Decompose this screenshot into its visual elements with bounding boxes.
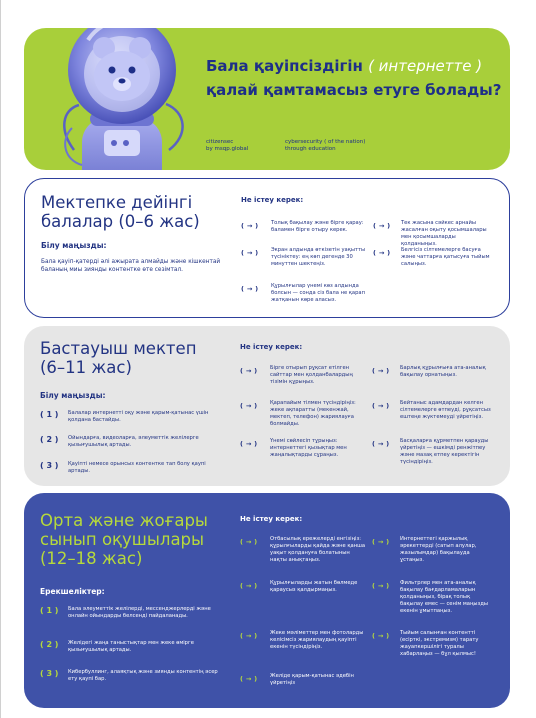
arrow-icon: ( → ) <box>240 402 258 410</box>
arrow-icon: ( → ) <box>240 440 258 448</box>
primary-action-1: Бірге отырып рұқсат етілген сайттар мен қолданбалардың тізімін құрыңыз. <box>270 365 353 385</box>
primary-action-5: Бейтаныс адамдардан келген сілтемелерге өтпеуді, рұқсатсыз ештеңе жүктемеуді үйретіңіз. <box>400 400 491 420</box>
arrow-icon: ( → ) <box>241 285 259 293</box>
teens-fact-2: Желідегі жаңа таныстықтар мен жеке өмірге қызығушылық артады. <box>68 640 194 653</box>
preschool-action-2: Экран алдында өткізетін уақытты түсініктеу: ең көп дегенде 30 минуттен шектеңіз. <box>271 247 366 267</box>
teens-action-5: Интернеттегі қаржылық әрекеттерді (сатып алулар, жазылымдар) бақылауда ұстаңыз. <box>400 536 477 563</box>
primary-action-6: Басқаларға құрметпен қарауды үйретіңіз — ешкімді ренжітпеу және мазақ етпеу керектігін түсіндіріңіз. <box>400 438 489 465</box>
preschool-title-line1: Мектепке дейінгі <box>41 193 193 212</box>
teens-fact-3: Кибербуллинг, алаяқтық және зиянды контентің әсер ету қаупі бар. <box>68 669 218 682</box>
preschool-importance-text: Бала қауіп-қатерді әлі ажырата алмайды және кішкентай баланың миы зиянды контентке өте сезімтал. <box>41 259 221 273</box>
arrow-icon: ( → ) <box>240 367 258 375</box>
hero-title-line2: қалай қамтамасыз етуге болады? <box>206 81 502 99</box>
primary-title <box>40 339 196 377</box>
teens-section <box>24 493 510 708</box>
preschool-title <box>41 193 200 231</box>
primary-title-line1: Бастауыш мектеп <box>40 339 197 358</box>
arrow-icon: ( → ) <box>240 582 258 590</box>
teens-action-1: Отбасылық ережелерді енгізіңіз: құрылғыларды қайда және қанша уақыт қолдануға болатынын нақты анықтаңыз. <box>270 536 366 563</box>
tagline-block <box>285 139 365 153</box>
arrow-icon: ( → ) <box>372 367 390 375</box>
brand-domain: by msqp.global <box>206 146 249 152</box>
fact-number: ( 1 ) <box>40 410 59 419</box>
primary-importance-label: Білу маңызды: <box>40 391 106 400</box>
arrow-icon: ( → ) <box>241 222 259 230</box>
tagline-line1: cybersecurity ( of the nation) <box>285 139 366 145</box>
teens-action-2: Құрылғыларды жатын бөлмеде қараусыз қалдырмаңыз. <box>270 580 358 593</box>
arrow-icon: ( → ) <box>372 538 390 546</box>
preschool-importance-label: Білу маңызды: <box>41 241 107 250</box>
teens-features-label: Ерекшеліктер: <box>40 587 105 596</box>
arrow-icon: ( → ) <box>240 675 258 683</box>
hero-title <box>206 54 506 102</box>
hero-banner <box>24 28 510 170</box>
teens-title-line2: сынып оқушылары <box>40 530 205 549</box>
arrow-icon: ( → ) <box>372 632 390 640</box>
primary-action-2: Қарапайым тілмен түсіндіріңіз: жеке ақпаратты (мекенжай, мектеп, телефон) жариялауға болмайды. <box>270 400 356 427</box>
hero-title-prefix: Бала қауіпсіздігін <box>206 57 363 75</box>
fact-number: ( 2 ) <box>40 640 59 649</box>
fact-number: ( 3 ) <box>40 461 59 470</box>
teens-fact-1: Бала әлеуметтік желілерді, мессенджерлерді және онлайн ойындарды белсенді пайдаланады. <box>68 606 211 619</box>
teens-action-6: Фильтрлер мен ата-аналық бақылау бағдарламаларын қолданыңыз, бірақ толық бақылау емес — сенім маңызды екенін ұмытпаңыз. <box>400 580 488 614</box>
arrow-icon: ( → ) <box>372 440 390 448</box>
preschool-action-3: Құрылғылар үнемі көз алдында болсын — сонда сіз бала не қарап жатқанын көре аласыз. <box>271 283 365 303</box>
primary-actions-heading: Не істеу керек: <box>240 343 303 351</box>
teens-action-3: Жеке мәліметтер мен фотоларды келісімсіз жариялаудың қауіпті екенін түсіндіріңіз. <box>270 630 364 650</box>
arrow-icon: ( → ) <box>372 402 390 410</box>
teens-title-line1: Орта және жоғары <box>40 511 208 530</box>
preschool-actions-heading: Не істеу керек: <box>241 196 304 204</box>
primary-action-3: Үнемі сөйлесіп тұрыңыз: интернеттегі қызықтар мен жаңалықтарды сұраңыз. <box>270 438 347 458</box>
arrow-icon: ( → ) <box>373 222 391 230</box>
primary-fact-1: Балалар интернетті оқу және қарым-қатынас үшін қолдана бастайды. <box>68 410 209 423</box>
teens-actions-heading: Не істеу керек: <box>240 515 303 523</box>
teens-action-4: Желіде қарым-қатынас әдебін үйретіңіз <box>270 673 354 686</box>
primary-action-4: Барлық құрылғыға ата-аналық бақылау орнатыңыз. <box>400 365 486 378</box>
brand-name: citizensec <box>206 139 234 145</box>
preschool-action-1: Толық бақылау және бірге қарау: баламен бірге отыру керек. <box>271 220 364 233</box>
preschool-title-line2: балалар (0–6 жас) <box>41 212 200 231</box>
fact-number: ( 2 ) <box>40 435 59 444</box>
primary-fact-2: Ойындарға, видеоларға, әлеуметтік желілерге қызығушылық артады. <box>68 435 199 448</box>
primary-title-line2: (6–11 жас) <box>40 358 132 377</box>
arrow-icon: ( → ) <box>240 538 258 546</box>
primary-fact-3: Қауіпті немесе орынсыз контентке тап болу қаупі артады. <box>68 461 206 474</box>
fact-number: ( 3 ) <box>40 669 59 678</box>
primary-school-section <box>24 326 510 486</box>
hero-title-paren: ( интернетте ) <box>368 57 483 75</box>
arrow-icon: ( → ) <box>240 632 258 640</box>
brand-block <box>206 139 248 153</box>
tagline-line2: through education <box>285 146 336 152</box>
arrow-icon: ( → ) <box>373 249 391 257</box>
teens-title <box>40 511 208 568</box>
teens-title-line3: (12–18 жас) <box>40 549 143 568</box>
astronaut-bear-illustration <box>54 28 194 170</box>
arrow-icon: ( → ) <box>241 249 259 257</box>
arrow-icon: ( → ) <box>372 582 390 590</box>
preschool-action-5: Белгісіз сілтемелерге басуға және чаттарға қатысуға тыйым салыңыз. <box>401 247 490 267</box>
preschool-section <box>24 178 510 318</box>
fact-number: ( 1 ) <box>40 606 59 615</box>
preschool-action-4: Тек жасына сәйкес арнайы жасалған оқыту қосымшалары мен қосымшаларды қолданыңыз. <box>401 220 487 247</box>
teens-action-7: Тыйым салынған контентті (есірткі, экстремизм) тарату жауапкершілігі туралы хабарлаңыз — бұл қылмыс! <box>400 630 479 657</box>
